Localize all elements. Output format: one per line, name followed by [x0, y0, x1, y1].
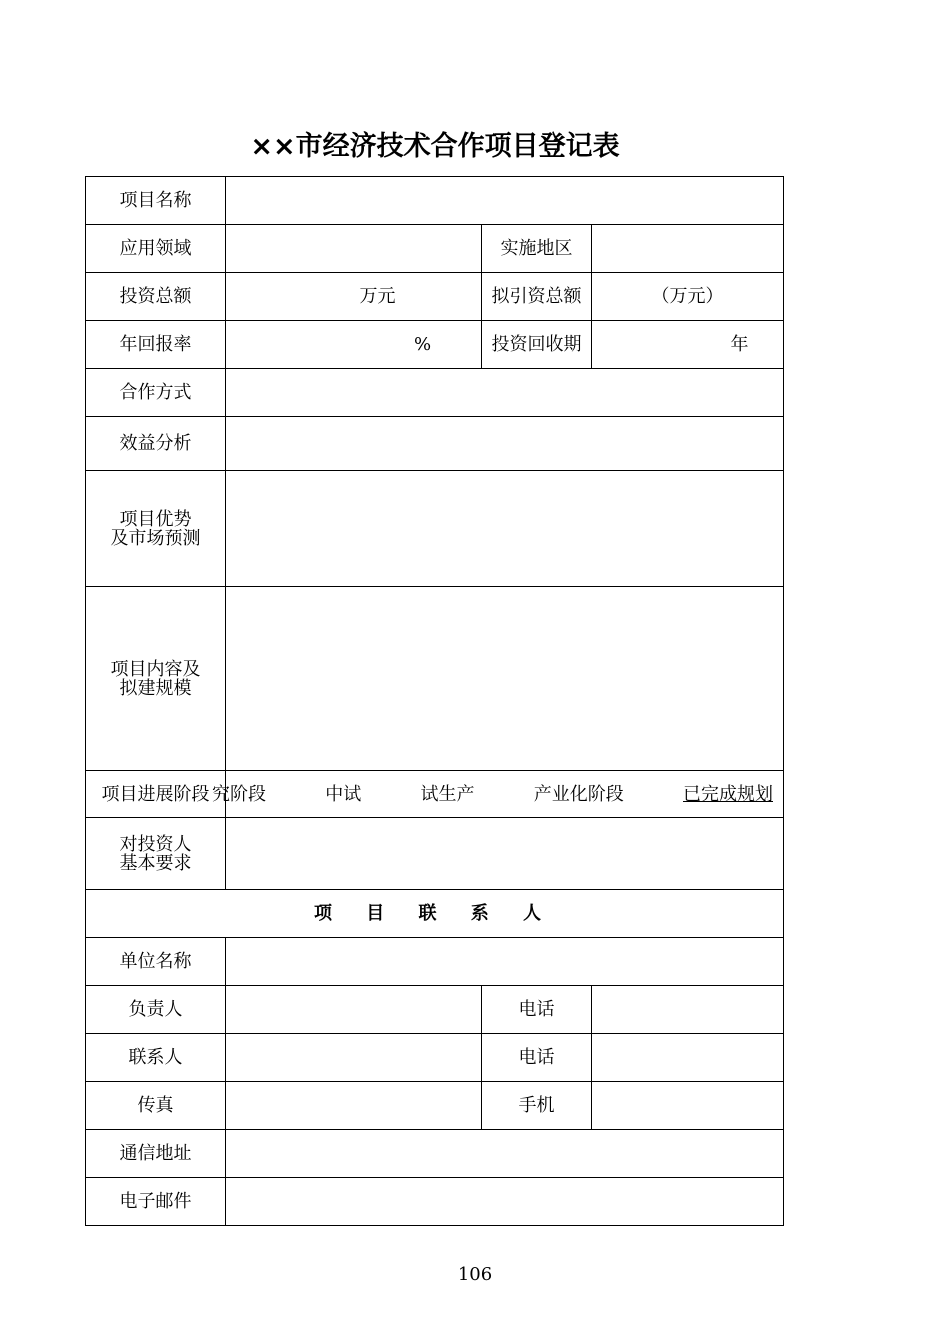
row-responsible [86, 986, 784, 1034]
label-fax: 传真 [86, 1082, 226, 1130]
label-investor-req-line1: 对投资人 [119, 833, 192, 855]
row-progress [86, 771, 784, 818]
label-advantages-line1: 项目优势 [119, 508, 192, 530]
page-number: 106 [457, 1264, 493, 1285]
section-contacts-header: 项 目 联 系 人 [86, 890, 784, 938]
label-mobile: 手机 [482, 1082, 592, 1130]
row-investor-requirements [86, 818, 784, 890]
field-address[interactable] [226, 1130, 784, 1178]
row-content [86, 587, 784, 771]
field-responsible-person[interactable] [226, 986, 482, 1034]
row-address [86, 1130, 784, 1178]
field-investor-requirements[interactable] [226, 818, 784, 890]
unit-wanyuan-paren: （万元） [651, 286, 724, 307]
field-unit-name[interactable] [226, 938, 784, 986]
label-progress-stage: 项目进展阶段 [86, 771, 226, 818]
label-investor-req-line2: 基本要求 [119, 852, 192, 874]
field-contact-person[interactable] [226, 1034, 482, 1082]
label-email: 电子邮件 [86, 1178, 226, 1226]
form-title: ××市经济技术合作项目登记表 [250, 131, 620, 162]
field-progress-stage [212, 771, 784, 818]
field-project-name[interactable] [226, 177, 784, 225]
label-content-line1: 项目内容及 [110, 658, 201, 680]
stage-planning-complete[interactable]: 已完成规划 [683, 783, 773, 805]
label-total-investment: 投资总额 [86, 273, 226, 321]
stage-research[interactable]: 究阶段 [212, 783, 266, 805]
row-investment [86, 273, 784, 321]
unit-wanyuan: 万元 [359, 286, 396, 307]
field-mobile[interactable] [592, 1082, 784, 1130]
label-project-name: 项目名称 [86, 177, 226, 225]
field-implementation-area[interactable] [592, 225, 784, 273]
unit-year: 年 [730, 334, 749, 355]
field-annual-return[interactable] [226, 321, 482, 369]
field-payback-period[interactable] [592, 321, 784, 369]
row-email [86, 1178, 784, 1226]
row-unit-name [86, 938, 784, 986]
label-advantages [86, 471, 226, 587]
field-planned-investment[interactable] [592, 273, 784, 321]
label-application-field: 应用领域 [86, 225, 226, 273]
row-contacts-header [86, 890, 784, 938]
row-fax [86, 1082, 784, 1130]
field-benefit-analysis[interactable] [226, 417, 784, 471]
row-advantages [86, 471, 784, 587]
row-field-area [86, 225, 784, 273]
label-content-line2: 拟建规模 [119, 677, 192, 699]
label-content [86, 587, 226, 771]
field-email[interactable] [226, 1178, 784, 1226]
field-content[interactable] [226, 587, 784, 771]
label-advantages-line2: 及市场预测 [110, 527, 201, 549]
label-phone-2: 电话 [482, 1034, 592, 1082]
field-total-investment[interactable] [226, 273, 482, 321]
label-payback-period: 投资回收期 [482, 321, 592, 369]
stage-industrialization[interactable]: 产业化阶段 [533, 783, 624, 805]
registration-form-table [85, 176, 784, 1226]
row-contact-person [86, 1034, 784, 1082]
field-fax[interactable] [226, 1082, 482, 1130]
label-planned-investment: 拟引资总额 [482, 273, 592, 321]
label-benefit-analysis: 效益分析 [86, 417, 226, 471]
field-phone-1[interactable] [592, 986, 784, 1034]
label-investor-requirements [86, 818, 226, 890]
label-cooperation-mode: 合作方式 [86, 369, 226, 417]
label-unit-name: 单位名称 [86, 938, 226, 986]
field-application-field[interactable] [226, 225, 482, 273]
row-return [86, 321, 784, 369]
field-cooperation-mode[interactable] [226, 369, 784, 417]
stage-trial-production[interactable]: 试生产 [420, 783, 475, 805]
label-phone-1: 电话 [482, 986, 592, 1034]
row-cooperation [86, 369, 784, 417]
label-contact-person: 联系人 [86, 1034, 226, 1082]
label-responsible-person: 负责人 [86, 986, 226, 1034]
stage-options [212, 783, 783, 805]
unit-percent: % [413, 334, 432, 355]
label-annual-return: 年回报率 [86, 321, 226, 369]
label-implementation-area: 实施地区 [482, 225, 592, 273]
row-project-name [86, 177, 784, 225]
field-advantages[interactable] [226, 471, 784, 587]
field-phone-2[interactable] [592, 1034, 784, 1082]
stage-pilot-test[interactable]: 中试 [325, 783, 362, 805]
label-address: 通信地址 [86, 1130, 226, 1178]
row-benefit [86, 417, 784, 471]
